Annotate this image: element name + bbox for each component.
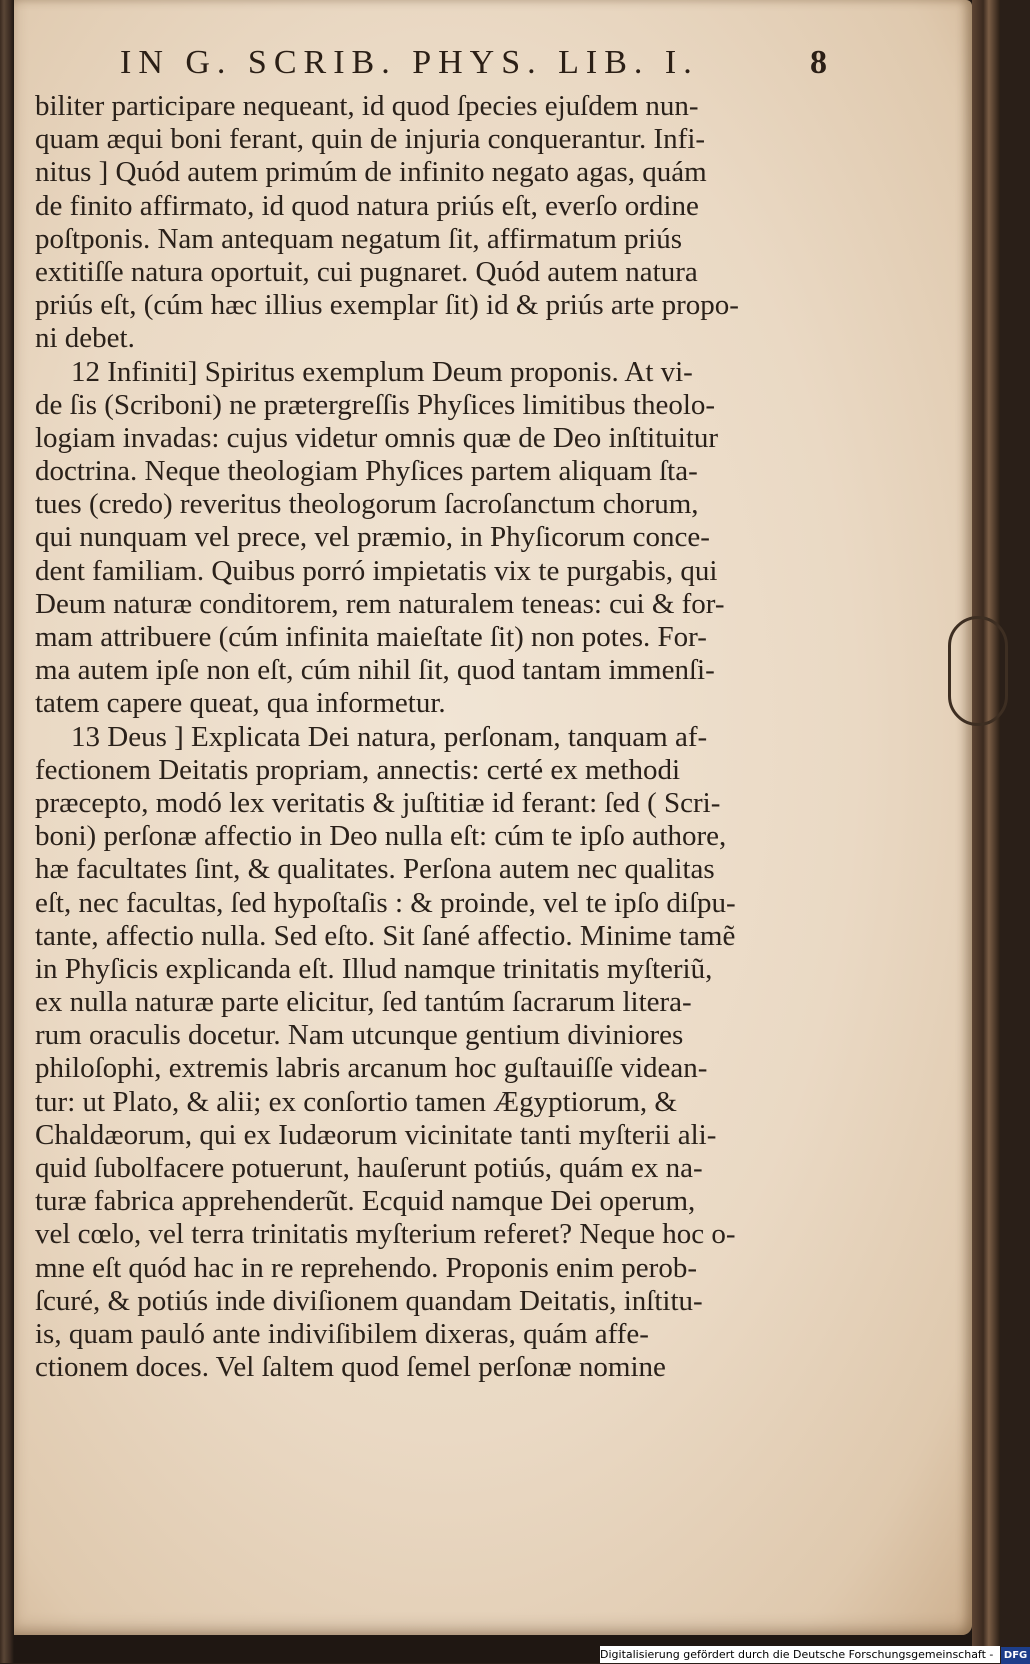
page-number: 8 <box>810 44 827 81</box>
clasp-ring <box>948 616 1008 726</box>
credit-text: Digitalisierung gefördert durch die Deutsche Forschungsgemeinschaft - <box>600 1648 994 1661</box>
running-head: IN G. SCRIB. PHYS. LIB. I. <box>120 44 699 81</box>
book-edge <box>972 0 1000 1663</box>
text-line: in Phyſicis explicanda eſt. Illud namque trinitatis myſteriũ, <box>35 952 713 985</box>
text-line: quid ſubolfacere potuerunt, hauſerunt potiús, quám ex na- <box>35 1152 703 1184</box>
text-line: hæ facultates ſint, & qualitates. Perſona autem nec qualitas <box>35 853 715 886</box>
text-line: de finito affirmato, id quod natura priús eſt, everſo ordine <box>35 189 699 222</box>
text-line: ni debet. <box>35 322 135 355</box>
text-line: ex nulla naturæ parte elicitur, ſed tantúm ſacrarum litera- <box>35 986 692 1019</box>
text-line: quam æqui boni ferant, quin de injuria conquerantur. Infi- <box>35 123 706 156</box>
page-header <box>120 44 840 94</box>
text-line: 13 Deus ] Explicata Dei natura, perſonam, tanquam af- <box>71 720 708 753</box>
text-line: biliter participare nequeant, id quod ſpecies ejuſdem nun- <box>35 90 699 122</box>
text-line: tues (credo) reveritus theologorum ſacroſanctum chorum, <box>35 488 699 521</box>
text-line: fectionem Deitatis propriam, annectis: certé ex methodi <box>35 753 681 786</box>
text-line: præcepto, modó lex veritatis & juſtitiæ id ferant: ſed ( Scri- <box>35 786 721 819</box>
text-line: boni) perſonæ affectio in Deo nulla eſt: cúm te ipſo authore, <box>35 820 727 853</box>
text-line: turæ fabrica apprehenderũt. Ecquid namque Dei operum, <box>35 1185 696 1218</box>
text-line: rum oraculis docetur. Nam utcunque gentium diviniores <box>35 1019 684 1052</box>
text-line: tante, affectio nulla. Sed eſto. Sit ſané affectio. Minime tamẽ <box>35 919 736 952</box>
text-line: ctionem doces. Vel ſaltem quod ſemel perſonæ nomine <box>35 1351 666 1384</box>
text-line: qui nunquam vel prece, vel præmio, in Phyſicorum conce- <box>35 521 710 554</box>
text-line: dent familiam. Quibus porró impietatis vix te purgabis, qui <box>35 554 718 587</box>
text-line: nitus ] Quód autem primúm de infinito negato agas, quám <box>35 156 707 189</box>
text-line: logiam invadas: cujus videtur omnis quæ de Deo inſtituitur <box>35 421 719 454</box>
text-line: is, quam pauló ante indiviſibilem dixeras, quám affe- <box>35 1317 649 1350</box>
body-text <box>35 90 820 1384</box>
text-line: 12 Infiniti] Spiritus exemplum Deum proponis. At vi- <box>71 355 693 388</box>
text-line: Deum naturæ conditorem, rem naturalem teneas: cui & for- <box>35 587 725 620</box>
dfg-logo: DFG <box>1001 1647 1030 1664</box>
text-line: mne eſt quód hac in re reprehendo. Proponis enim perob- <box>35 1251 697 1284</box>
text-line: extitiſſe natura oportuit, cui pugnaret. Quód autem natura <box>35 255 698 288</box>
text-line: tatem capere queat, qua informetur. <box>35 687 446 720</box>
text-line: mam attribuere (cúm infinita maieſtate ſit) non potes. For- <box>35 621 707 653</box>
text-line: ſcuré, & potiús inde diviſionem quandam Deitatis, inſtitu- <box>35 1284 703 1317</box>
text-line: tur: ut Plato, & alii; ex conſortio tamen Ægyptiorum, & <box>35 1085 677 1118</box>
digitization-credit <box>600 1646 1028 1663</box>
text-line: poſtponis. Nam antequam negatum ſit, affirmatum priús <box>35 222 683 255</box>
text-line: de ſis (Scriboni) ne prætergreſſis Phyſices limitibus theolo- <box>35 388 716 421</box>
text-line: Chaldæorum, qui ex Iudæorum vicinitate tanti myſterii ali- <box>35 1118 717 1151</box>
text-line: priús eſt, (cúm hæc illius exemplar ſit) id & priús arte propo- <box>35 289 739 322</box>
text-line: ma autem ipſe non eſt, cúm nihil ſit, quod tantam immenſi- <box>35 654 715 687</box>
text-line: doctrina. Neque theologiam Phyſices partem aliquam ſta- <box>35 455 698 488</box>
text-line: philoſophi, extremis labris arcanum hoc guſtauiſſe videan- <box>35 1052 708 1085</box>
text-line: eſt, nec facultas, ſed hypoſtaſis : & proinde, vel te ipſo diſpu- <box>35 886 736 919</box>
text-line: vel cœlo, vel terra trinitatis myſterium referet? Neque hoc o- <box>35 1218 736 1251</box>
